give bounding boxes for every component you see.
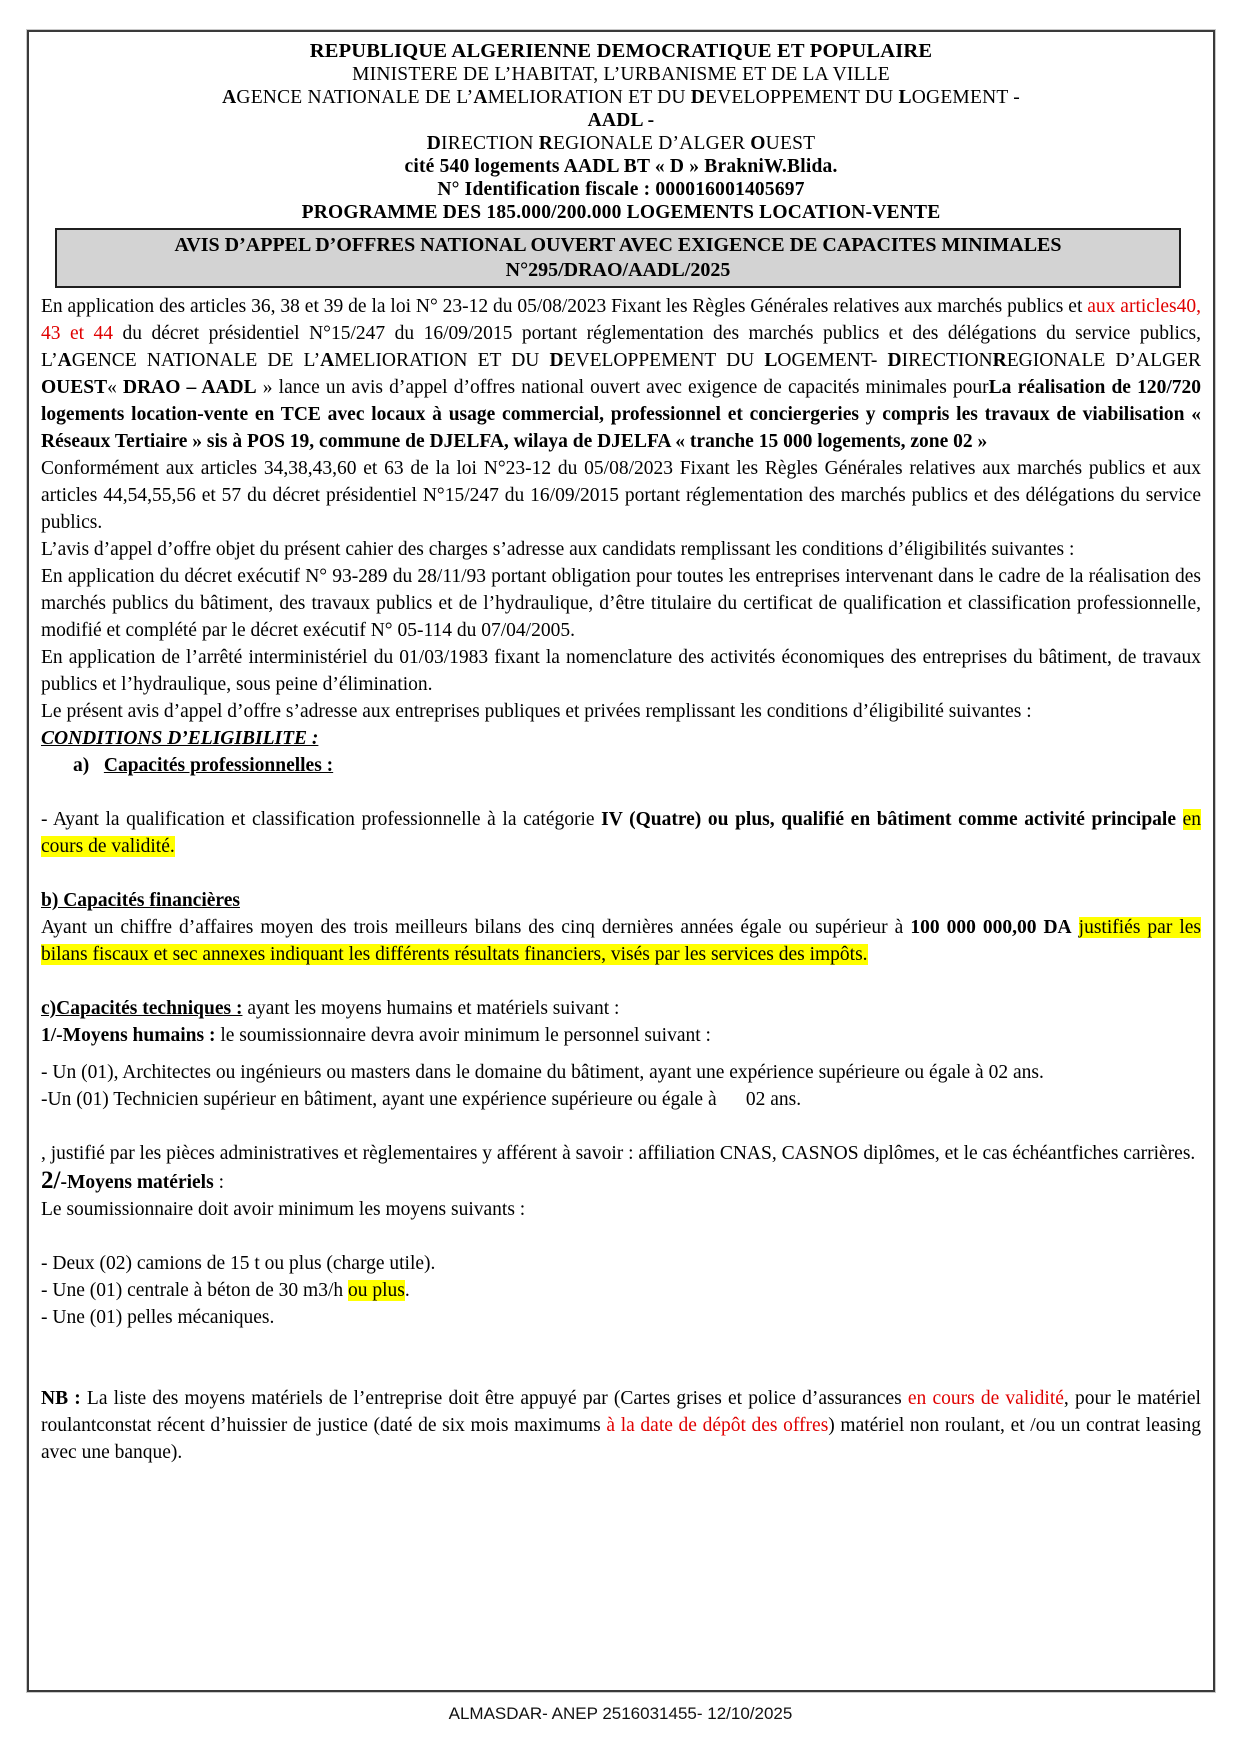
text-run: du décret présidentiel N°15/247 du 16/09/2015 portant réglementation des marchés publics et des délégations du service publics, L’	[41, 323, 1201, 371]
text-run: :	[213, 1172, 224, 1193]
text-run: aux articles40, 43 et 44	[41, 296, 1201, 344]
text-run: En application des articles 36, 38 et 39 de la loi N° 23-12 du 05/08/2023 Fixant les Règles Générales relatives aux marchés publics et	[41, 296, 1088, 317]
paragraph-entreprises	[41, 698, 1201, 725]
text-run	[1072, 917, 1079, 938]
paragraph-chiffre-affaires	[41, 914, 1201, 968]
text-run: UEST	[765, 133, 816, 154]
heading-capacites-financieres	[41, 887, 1201, 914]
paragraph-moyens-intro	[41, 1196, 1201, 1223]
header-line-ministry	[41, 63, 1201, 86]
text-run: ayant les moyens humains et matériels suivant :	[242, 998, 620, 1019]
notice-title-line2: N°295/DRAO/AADL/2025	[505, 259, 731, 281]
text-run: 1/-Moyens humains :	[41, 1025, 216, 1046]
text-run: CONDITIONS D’ELIGIBILITE :	[41, 728, 319, 749]
text-run: EVELOPPEMENT DU	[705, 87, 899, 108]
header-line-fiscal-id	[41, 178, 1201, 201]
text-run: O	[750, 133, 766, 154]
text-run: D	[690, 87, 706, 108]
text-run: le soumissionnaire devra avoir minimum le personnel suivant :	[215, 1025, 711, 1046]
heading-moyens-humains	[41, 1022, 1201, 1049]
text-run: N° Identification fiscale : 000016001405697	[437, 179, 805, 200]
text-run: - Une (01) centrale à béton de 30 m3/h	[41, 1280, 349, 1301]
text-run: -Moyens matériels	[60, 1172, 214, 1193]
text-run: Le présent avis d’appel d’offre s’adresse aux entreprises publiques et privées remplissant les conditions d’éligibilité suivantes :	[41, 701, 1032, 722]
text-run: 2/	[41, 1167, 61, 1194]
paragraph-decree-93-289	[41, 563, 1201, 644]
text-run: «	[107, 377, 123, 398]
text-run: IRECTION	[441, 133, 539, 154]
text-run: IV (Quatre) ou plus, qualifié en bâtiment comme activité principale	[601, 809, 1176, 830]
paragraph-camions	[41, 1250, 1201, 1277]
text-run: 100 000 000,00 DA	[910, 917, 1072, 938]
text-run: A	[320, 350, 335, 371]
text-run: EGIONALE D’ALGER	[553, 133, 751, 154]
text-run: En application de l’arrêté interministériel du 01/03/1983 fixant la nomenclature des activités économiques des entreprises du bâtiment, de travaux publics et l’hydraulique, sous peine d’élimination.	[41, 647, 1201, 695]
text-run: MELIORATION ET DU	[487, 87, 691, 108]
text-run: Conformément aux articles 34,38,43,60 et 63 de la loi N°23-12 du 05/08/2023 Fixant les Règles Générales relatives aux marchés publics et aux articles 44,54,55,56 et 57 du décret présidentiel N°15/247 du 16/09/2015 portant réglementation des marchés publics et des délégations du service publics.	[41, 458, 1201, 533]
text-run: En application du décret exécutif N° 93-289 du 28/11/93 portant obligation pour toutes les entreprises intervenant dans le cadre de la réalisation des marchés publics du bâtiment, des travaux publics et de l’hydraulique, d’être titulaire du certificat de qualification et classification professionnelle, modifié et complété par le décret exécutif N° 05-114 du 07/04/2005.	[41, 566, 1201, 641]
text-run: » lance un avis d’appel d’offres national ouvert avec exigence de capacités minimales pour	[256, 377, 989, 398]
text-run: D	[426, 133, 442, 154]
text-run: b) Capacités financières	[41, 890, 240, 911]
text-run: - Ayant la qualification et classification professionnelle à la catégorie	[41, 809, 602, 830]
text-run: EVELOPPEMENT DU	[563, 350, 765, 371]
text-run: MINISTERE DE L’HABITAT, L’URBANISME ET DE LA VILLE	[352, 64, 890, 85]
document-header	[41, 40, 1201, 224]
text-run: en cours de validité.	[41, 809, 1202, 857]
header-line-program	[41, 201, 1201, 224]
text-run: justifiés par les bilans fiscaux et sec annexes indiquant les différents résultats financiers, visés par les services des impôts.	[41, 917, 1201, 965]
heading-capacites-professionnelles	[73, 752, 1201, 779]
text-run: ou plus	[348, 1280, 405, 1301]
text-run: R	[992, 350, 1007, 371]
text-run: à la date de dépôt des offres	[606, 1415, 829, 1436]
paragraph-conformity	[41, 455, 1201, 536]
text-run: L	[764, 350, 778, 371]
text-run: a)	[73, 755, 90, 776]
paragraph-architecte	[41, 1059, 1201, 1086]
text-run: c)Capacités techniques :	[41, 998, 243, 1019]
text-run: NB :	[41, 1388, 81, 1409]
header-line-direction	[41, 132, 1201, 155]
text-run: - Deux (02) camions de 15 t ou plus (charge utile).	[41, 1253, 436, 1274]
anep-footer: ALMASDAR- ANEP 2516031455- 12/10/2025	[448, 1704, 793, 1723]
notice-title-line1: AVIS D’APPEL D’OFFRES NATIONAL OUVERT AVEC EXIGENCE DE CAPACITES MINIMALES	[174, 234, 1062, 256]
text-run: en cours de validité	[907, 1388, 1064, 1409]
text-run: L	[898, 87, 912, 108]
text-run: D	[887, 350, 902, 371]
paragraph-centrale-beton	[41, 1277, 1201, 1304]
document-body	[41, 293, 1201, 1466]
header-line-aadl	[41, 109, 1201, 132]
text-run: GENCE NATIONALE DE L’	[71, 350, 321, 371]
text-run: PROGRAMME DES 185.000/200.000 LOGEMENTS LOCATION-VENTE	[301, 202, 941, 223]
header-line-address	[41, 155, 1201, 178]
text-run: Le soumissionnaire doit avoir minimum les moyens suivants :	[41, 1199, 526, 1220]
text-run: - Un (01), Architectes ou ingénieurs ou masters dans le domaine du bâtiment, ayant une expérience supérieure ou égale à 02 ans.	[41, 1062, 1044, 1083]
text-run: R	[538, 133, 554, 154]
paragraph-addressees	[41, 536, 1201, 563]
text-run: A	[222, 87, 237, 108]
text-run: L’avis d’appel d’offre objet du présent cahier des charges s’adresse aux candidats remplissant les conditions d’éligibilités suivantes :	[41, 539, 1075, 560]
heading-conditions-eligibilite	[41, 725, 1201, 752]
text-run: AADL -	[587, 110, 655, 131]
header-line-agency	[41, 86, 1201, 109]
text-run: OGEMENT -	[911, 87, 1020, 108]
text-run	[89, 755, 104, 776]
paragraph-arrete-1983	[41, 644, 1201, 698]
text-run: REPUBLIQUE ALGERIENNE DEMOCRATIQUE ET POPULAIRE	[309, 40, 933, 62]
paragraph-pelles	[41, 1304, 1201, 1331]
header-line-republic	[41, 40, 1201, 63]
text-run: .	[404, 1280, 410, 1301]
text-run: A	[57, 350, 72, 371]
text-run: GENCE NATIONALE DE L’	[236, 87, 474, 108]
heading-capacites-techniques	[41, 995, 1201, 1022]
text-run: A	[473, 87, 488, 108]
text-run: cité 540 logements AADL BT « D » BrakniW.Blida.	[404, 156, 838, 177]
text-run: ) matériel non roulant, et /ou un contrat leasing avec une banque).	[41, 1415, 1201, 1463]
note-nb	[41, 1385, 1201, 1466]
text-run: DRAO – AADL	[123, 377, 257, 398]
text-run: -Un (01) Technicien supérieur en bâtiment, ayant une expérience supérieure ou égale à	[41, 1089, 717, 1110]
paragraph-legal-basis	[41, 293, 1201, 455]
text-run: EGIONALE D’ALGER	[1006, 350, 1201, 371]
paragraph-pieces-administratives	[41, 1140, 1201, 1167]
paragraph-qualification	[41, 806, 1201, 860]
text-run: OUEST	[41, 377, 108, 398]
paragraph-technicien	[41, 1086, 1201, 1113]
text-run	[1176, 809, 1183, 830]
notice-title-box	[55, 228, 1181, 288]
text-run: , pour le matériel roulantconstat récent d’huissier de justice (daté de six mois maximums	[41, 1388, 1201, 1436]
text-run: OGEMENT-	[777, 350, 888, 371]
text-run: La réalisation de 120/720 logements location-vente en TCE avec locaux à usage commercial, professionnel et conciergeries y compris les travaux de viabilisation « Réseaux Tertiaire » sis à POS 19, commune de DJELFA, wilaya de DJELFA « tranche 15 000 logements, zone 02 »	[41, 377, 1202, 452]
text-run: , justifié par les pièces administratives et règlementaires y afférent à savoir : affiliation CNAS, CASNOS diplômes, et le cas échéantfiches carrières.	[41, 1143, 1196, 1164]
text-run: Ayant un chiffre d’affaires moyen des trois meilleurs bilans des cinq dernières années égale ou supérieur à	[41, 917, 911, 938]
text-run: La liste des moyens matériels de l’entreprise doit être appuyé par (Cartes grises et police d’assurances	[80, 1388, 908, 1409]
text-run: Capacités professionnelles :	[103, 755, 334, 776]
text-run: MELIORATION ET DU	[334, 350, 550, 371]
text-run: IRECTION	[901, 350, 993, 371]
text-run: - Une (01) pelles mécaniques.	[41, 1307, 275, 1328]
text-run: 02 ans.	[745, 1089, 802, 1110]
text-run: D	[549, 350, 564, 371]
heading-moyens-materiels	[41, 1167, 1201, 1196]
text-run	[717, 1089, 746, 1110]
document-frame	[27, 30, 1215, 1692]
